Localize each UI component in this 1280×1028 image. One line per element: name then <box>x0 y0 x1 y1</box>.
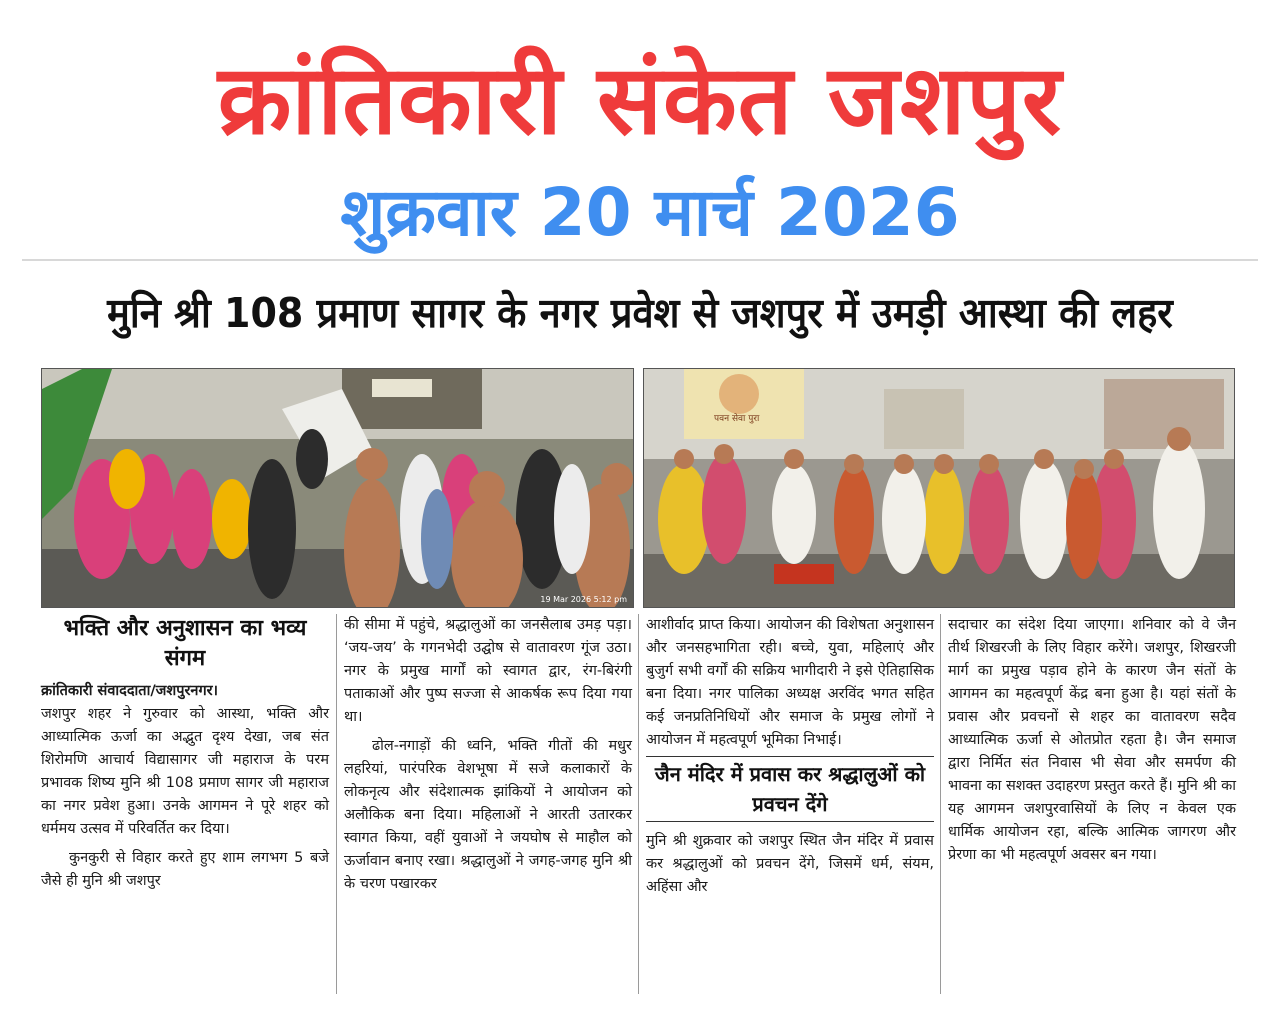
article-headline: मुनि श्री 108 प्रमाण सागर के नगर प्रवेश से जशपुर में उमड़ी आस्था की लहर <box>107 289 1173 337</box>
column-3-paragraph-1: आशीर्वाद प्राप्त किया। आयोजन की विशेषता अनुशासन और जनसहभागिता रही। बच्चे, युवा, महिलाएं और बुजुर्ग सभी वर्गों की सक्रिय भागीदारी ने इसे ऐतिहासिक बना दिया। नगर पालिका अध्यक्ष अरविंद भगत सहित कई जनप्रतिनिधियों और समाज के प्रमुख लोगों ने आयोजन में महत्वपूर्ण भूमिका निभाई। <box>646 617 934 748</box>
column-divider <box>940 614 941 994</box>
masthead-date: शुक्रवार 20 मार्च 2026 <box>340 174 960 251</box>
column-4-paragraph-1: सदाचार का संदेश दिया जाएगा। शनिवार को वे जैन तीर्थ शिखरजी के लिए विहार करेंगे। जशपुर, शिखरजी मार्ग का प्रमुख पड़ाव होने के कारण जैन संतों के आगमन का महत्वपूर्ण केंद्र बना हुआ है। यहां संतों के प्रवास और प्रवचनों से शहर का वातावरण सदैव आध्यात्मिक ऊर्जा से ओतप्रोत रहता है। जैन समाज द्वारा निर्मित संत निवास भी सेवा और समर्पण की भावना का सशक्त उदाहरण प्रस्तुत करते हैं। मुनि श्री का यह आगमन जशपुरवासियों के लिए न केवल एक धार्मिक आयोजन रहा, बल्कि आत्मिक जागरण और प्रेरणा का भी महत्वपूर्ण अवसर बन गया। <box>948 617 1236 863</box>
column-1-paragraph-1: जशपुर शहर ने गुरुवार को आस्था, भक्ति और आध्यात्मिक ऊर्जा का अद्भुत दृश्य देखा, जब संत शिरोमणि आचार्य विद्यासागर जी महाराज के परम प्रभावक शिष्य मुनि श्री 108 प्रमाण सागर जी महाराज का नगर प्रवेश हुआ। उनके आगमन ने पूरे शहर को धर्ममय उत्सव में परिवर्तित कर दिया। <box>41 706 329 837</box>
masthead-title: क्रांतिकारी संकेत जशपुर <box>217 44 1063 156</box>
column-divider <box>336 614 337 994</box>
photo-timestamp: 19 Mar 2026 5:12 pm <box>540 595 627 604</box>
photo-welcome-right <box>643 368 1235 608</box>
column-1-paragraph-2: कुनकुरी से विहार करते हुए शाम लगभग 5 बजे जैसे ही मुनि श्री जशपुर <box>41 850 329 889</box>
column-3-subhead: जैन मंदिर में प्रवास कर श्रद्धालुओं को प्रवचन देंगे <box>646 756 934 822</box>
article-column-2 <box>344 614 632 896</box>
header-divider <box>22 259 1258 261</box>
article-column-4 <box>948 614 1236 867</box>
column-2-paragraph-1: की सीमा में पहुंचे, श्रद्धालुओं का जनसैलाब उमड़ पड़ा। ‘जय-जय’ के गगनभेदी उद्घोष से वातावरण गूंज उठा। नगर के प्रमुख मार्गों को स्वागत द्वार, रंग-बिरंगी पताकाओं और पुष्प सज्जा से आकर्षक रूप दिया गया था। <box>344 617 632 725</box>
photo-procession-left <box>41 368 634 608</box>
column-divider <box>638 614 639 994</box>
column-1-subhead: भक्ति और अनुशासन का भव्य संगम <box>63 616 307 671</box>
column-2-paragraph-2: ढोल-नगाड़ों की ध्वनि, भक्ति गीतों की मधुर लहरियां, पारंपरिक वेशभूषा में सजे कलाकारों के लोकनृत्य और संदेशात्मक झांकियों ने आयोजन को अलौकिक बना दिया। महिलाओं ने आरती उतारकर स्वागत किया, वहीं युवाओं ने जयघोष से माहौल को ऊर्जावान बनाए रखा। श्रद्धालुओं ने जगह-जगह मुनि श्री के चरण पखारकर <box>344 738 632 892</box>
article-column-3 <box>646 614 934 899</box>
photo-banner-text: पवन सेवा पुरा <box>714 414 760 424</box>
article-byline: क्रांतिकारी संवाददाता/जशपुरनगर। <box>41 683 219 699</box>
article-column-1 <box>41 614 329 893</box>
column-3-paragraph-2: मुनि श्री शुक्रवार को जशपुर स्थित जैन मंदिर में प्रवास कर श्रद्धालुओं को प्रवचन देंगे, जिसमें धर्म, संयम, अहिंसा और <box>646 833 934 895</box>
